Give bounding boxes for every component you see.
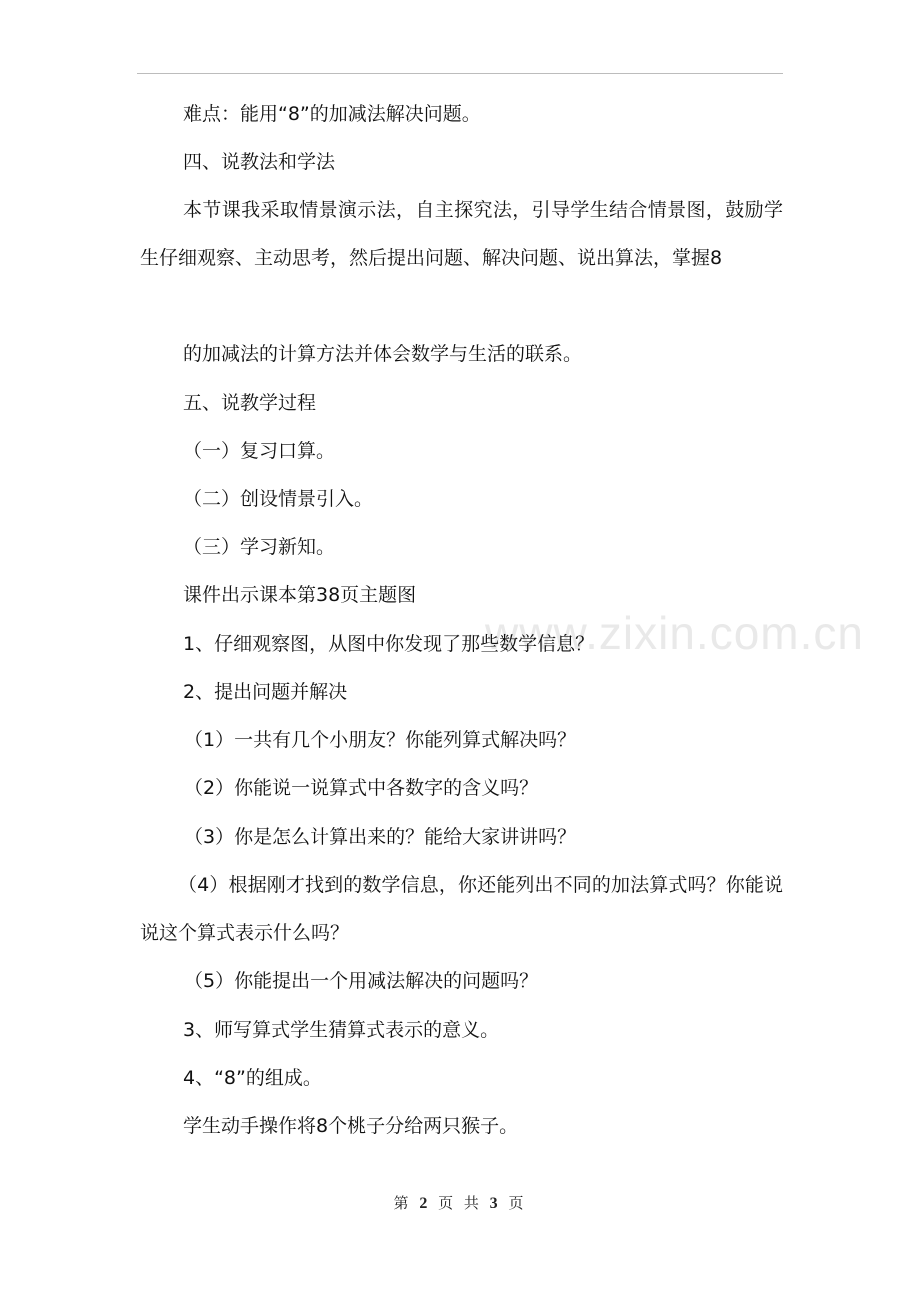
- item-3: 3、师写算式学生猜算式表示的意义。: [183, 1019, 500, 1041]
- difficulty-line: 难点：能用“8”的加减法解决问题。: [183, 103, 481, 125]
- item-1: 1、仔细观察图，从图中你发现了那些数学信息？: [183, 633, 595, 655]
- methods-paragraph: 本节课我采取情景演示法，自主探究法，引导学生结合情景图，鼓励学生仔细观察、主动思考，然后提出问题、解决问题、说出算法，掌握8: [140, 199, 783, 269]
- watermark: www.zixin.com.cn: [485, 607, 864, 659]
- question-2: （2）你能说一说算式中各数字的含义吗？: [184, 777, 539, 799]
- courseware-line: 课件出示课本第38页主题图: [183, 584, 417, 606]
- step-new-knowledge: （三）学习新知。: [183, 536, 336, 558]
- header-divider: [137, 73, 783, 74]
- step-intro: （二）创设情景引入。: [183, 488, 374, 510]
- question-4: （4）根据刚才找到的数学信息，你还能列出不同的加法算式吗？你能说说这个算式表示什么吗？: [140, 874, 783, 944]
- footer-prefix: 第: [393, 1194, 412, 1212]
- section-heading-process: 五、说教学过程: [183, 392, 317, 414]
- section-heading-methods: 四、说教法和学法: [183, 151, 336, 173]
- item-4: 4、“8”的组成。: [183, 1067, 322, 1089]
- footer-middle: 页 共: [438, 1194, 482, 1212]
- current-page-number: 2: [419, 1195, 431, 1212]
- question-1: （1）一共有几个小朋友？你能列算式解决吗？: [184, 729, 577, 751]
- total-page-number: 3: [489, 1195, 501, 1212]
- footer-suffix: 页: [508, 1194, 527, 1212]
- methods-paragraph-cont: 的加减法的计算方法并体会数学与生活的联系。: [183, 343, 583, 365]
- question-3: （3）你是怎么计算出来的？能给大家讲讲吗？: [184, 826, 577, 848]
- page-footer: [0, 1192, 920, 1213]
- item-2: 2、提出问题并解决: [183, 681, 348, 703]
- activity-line: 学生动手操作将8个桃子分给两只猴子。: [183, 1115, 519, 1137]
- question-5: （5）你能提出一个用减法解决的问题吗？: [184, 970, 539, 992]
- step-review: （一）复习口算。: [183, 440, 336, 462]
